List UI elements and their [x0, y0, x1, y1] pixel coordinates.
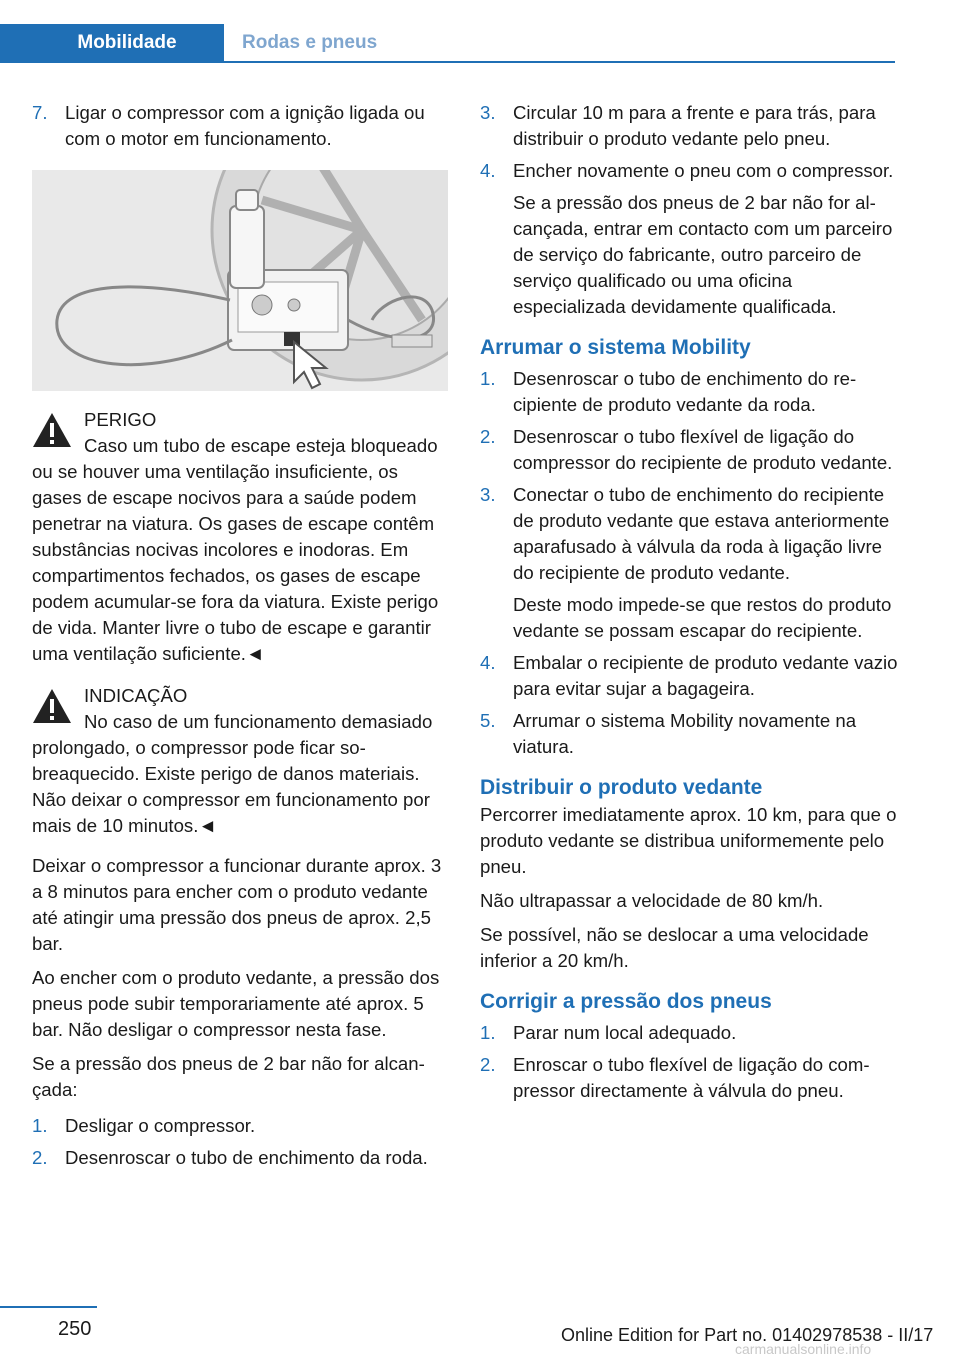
list-number: 1.	[32, 1115, 48, 1136]
list-text: Enroscar o tubo flexível de ligação do compressor directamente à válvula do pneu.	[513, 1054, 870, 1101]
paragraph: Ao encher com o produto vedante, a pressão dos pneus pode subir temporariamente até aprox. 5 bar. Não desligar o compressor nesta fase.	[32, 967, 440, 1040]
footer-rule	[0, 1306, 97, 1308]
list-item	[480, 482, 898, 644]
list-text: Desenroscar o tubo de enchimento da roda.	[65, 1147, 428, 1168]
section-heading: Distribuir o produto vedante	[480, 776, 763, 799]
watermark: carmanualsonline.info	[735, 1341, 872, 1357]
warning-title: INDICAÇÃO	[84, 685, 188, 706]
list-item	[480, 366, 898, 418]
compressor-illustration	[32, 170, 448, 391]
danger-warning	[32, 407, 450, 667]
page-header	[0, 24, 895, 63]
list-number: 3.	[480, 102, 496, 123]
list-text: Desenroscar o tubo flexível de ligação do compressor do recipiente de produto vedante.	[513, 426, 893, 473]
list-item	[32, 1145, 450, 1171]
warning-text: No caso de um funcionamento demasiado prolongado, o compressor pode ficar sobreaquecido. Existe perigo de danos materiais. Não deixar o compressor em funcionamento por mais de 10 minutos.◄	[32, 711, 433, 836]
list-item	[480, 708, 898, 760]
right-column	[480, 100, 898, 1104]
list-number: 2.	[480, 426, 496, 447]
warning-title: PERIGO	[84, 409, 157, 430]
list-number: 1.	[480, 368, 496, 389]
section-heading: Corrigir a pressão dos pneus	[480, 990, 772, 1013]
list-item	[480, 100, 898, 152]
note-warning	[32, 683, 450, 839]
list-number: 2.	[480, 1054, 496, 1075]
section-tab-rodas-e-pneus: Rodas e pneus	[242, 31, 378, 53]
paragraph: Não ultrapassar a velocidade de 80 km/h.	[480, 890, 824, 911]
list-text: Conectar o tubo de enchimento do recipiente de produto vedante que estava anteriormente aparafusado à válvula da roda à ligação livre do recipiente de produto vedante.	[513, 484, 890, 583]
list-number: 4.	[480, 160, 496, 181]
paragraph: Deixar o compressor a funcionar durante aprox. 3 a 8 minutos para encher com o produto vedante até atingir uma pressão dos pneus de aprox. 2,5 bar.	[32, 855, 442, 954]
list-text: Parar num local adequado.	[513, 1022, 737, 1043]
warning-triangle-icon	[32, 688, 72, 724]
list-text: Desenroscar o tubo de enchimento do recipiente de produto vedante da roda.	[513, 368, 857, 415]
compressor-wheel-image	[32, 170, 448, 391]
list-subtext: Se a pressão dos pneus de 2 bar não for alcançada, entrar em contacto com um parceiro de serviço do fabricante, outro parceiro de serviço qualificado ou uma oficina especializada devidamente qualificada.	[513, 192, 893, 317]
list-item	[480, 1020, 898, 1046]
list-number: 4.	[480, 652, 496, 673]
list-text: Circular 10 m para a frente e para trás, para distribuir o produto vedante pelo pneu.	[513, 102, 876, 149]
warning-triangle-icon	[32, 412, 72, 448]
list-text: Desligar o compressor.	[65, 1115, 256, 1136]
list-number: 5.	[480, 710, 496, 731]
list-item	[480, 650, 898, 702]
paragraph: Se a pressão dos pneus de 2 bar não for alcançada:	[32, 1053, 425, 1100]
list-number: 3.	[480, 484, 496, 505]
list-number: 7.	[32, 102, 48, 123]
list-item	[480, 1052, 898, 1104]
list-text: Ligar o compressor com a ignição ligada ou com o motor em funcionamento.	[65, 102, 425, 149]
paragraph: Percorrer imediatamente aprox. 10 km, para que o produto vedante se distribua uniformemente pelo pneu.	[480, 804, 897, 877]
list-text: Embalar o recipiente de produto vedante vazio para evitar sujar a bagageira.	[513, 652, 898, 699]
list-text: Arrumar o sistema Mobility novamente na viatura.	[513, 710, 857, 757]
list-number: 2.	[32, 1147, 48, 1168]
list-text: Encher novamente o pneu com o compressor.	[513, 160, 894, 181]
paragraph: Se possível, não se deslocar a uma velocidade inferior a 20 km/h.	[480, 924, 869, 971]
warning-text: Caso um tubo de escape esteja bloqueado ou se houver uma ventilação insuficiente, os gases de escape nocivos para a saúde podem penetrar na viatura. Os gases de escape contêm substâncias nocivas incolores e inodoras. Em compartimentos fechados, os gases de escape podem acumular-se fora da viatura. Existe perigo de vida. Manter livre o tubo de escape e garantir uma ventilação suficiente.◄	[32, 435, 439, 664]
page-number: 250	[58, 1318, 92, 1340]
list-item	[32, 100, 450, 152]
section-tab-mobilidade: Mobilidade	[0, 24, 224, 61]
list-item	[32, 1113, 450, 1139]
edition-text: Online Edition for Part no. 01402978538 - II/17	[561, 1325, 934, 1345]
list-item	[480, 158, 898, 320]
left-column	[32, 100, 450, 1171]
section-heading: Arrumar o sistema Mobility	[480, 336, 751, 359]
list-subtext: Deste modo impede-se que restos do produto vedante se possam escapar do recipiente.	[513, 594, 892, 641]
list-number: 1.	[480, 1022, 496, 1043]
list-item	[480, 424, 898, 476]
